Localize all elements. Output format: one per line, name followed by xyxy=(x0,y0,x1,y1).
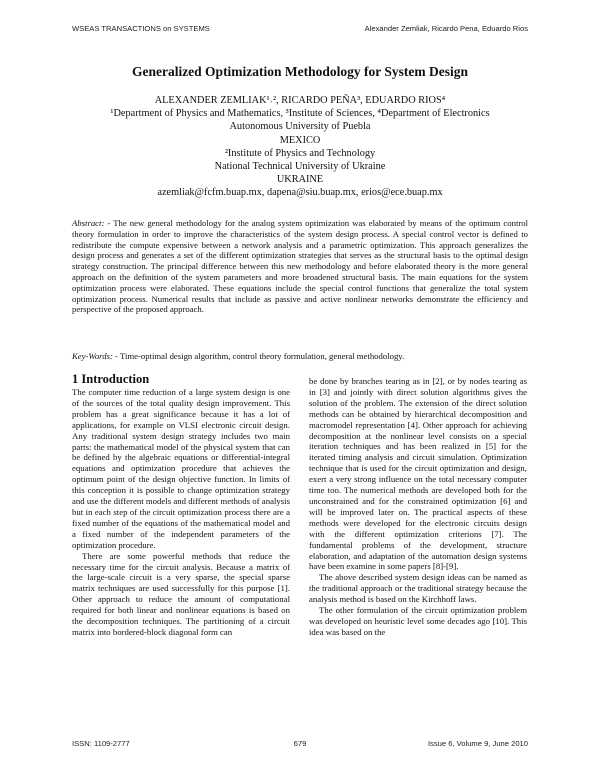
author-emails: azemliak@fcfm.buap.mx, dapena@siu.buap.mx, erios@ece.buap.mx xyxy=(157,187,443,199)
running-header-journal: WSEAS TRANSACTIONS on SYSTEMS xyxy=(72,24,210,33)
footer-issn: ISSN: 1109-2777 xyxy=(72,739,130,748)
affiliation-university-2: National Technical University of Ukraine xyxy=(214,161,386,173)
keywords-label: Key-Words: - xyxy=(72,351,118,361)
affiliation-country-1: MEXICO xyxy=(279,134,321,146)
body-column-right xyxy=(309,376,527,638)
abstract-text: The new general methodology for the analog system optimization was elaborated by means of the optimum control theory formulation in order to improve the characteristics of the system design process. A special control vector is defined to redistribute the compute expensive between a network analysis and a parametric optimization. This approach generalizes the design process and generates a set of the different optimization strategies that serves as the structural basis to the optimal design strategy construction. The principal difference between this new methodology and before elaborated theory is the more general approach on the definition of the system parameters and more broadened structural basis. The main equations for the system optimization process were elaborated. These equations include the special control functions that generalize the total system optimization process. Numerical results that include as passive and active nonlinear networks demonstrate the efficiency and perspective of the proposed approach. xyxy=(72,218,529,315)
paragraph: be done by branches tearing as in [2], or by nodes tearing as in [3] and jointly with direct solution algorithms gives the solution of the problem. The extension of the direct solution methods can be obtained by hierarchical decomposition and macromodel representation [4]. Other approach for achieving decomposition at the nonlinear level consists on a special iteration techniques and has been realized in [5] for the iterated timing analysis and circuit simulation. Optimization technique that is used for the circuit optimization and design, exert a very strong influence on the total necessary computer time too. The numerical methods are developed both for the unconstrained and for the constrained optimization [6] and will be improved later on. The practical aspects of these methods were developed for the electronic circuits design with the different optimization criterions [7]. The fundamental problems of the development, structure elaboration, and adaptation of the automation design systems have been examine in some papers [8]-[9]. xyxy=(309,376,527,572)
affiliation-departments: ¹Department of Physics and Mathematics, ³Institute of Sciences, ⁴Department of Electronics xyxy=(110,108,490,120)
footer-issue: Issue 6, Volume 9, June 2010 xyxy=(427,739,528,748)
abstract xyxy=(72,218,528,315)
paragraph: There are some powerful methods that reduce the necessary time for the circuit analysis. Because a matrix of the large-scale circuit is a very sparse, the special sparse matrix techniques are used successfully for this purpose [1]. Other approach to reduce the amount of computational required for both linear and nonlinear equations is based on the decomposition techniques. The partitioning of a circuit matrix into bordered-block diagonal form can xyxy=(72,550,290,637)
paragraph: The above described system design ideas can be named as the traditional approach or the traditional strategy because the analysis method is based on the Kirchhoff laws. xyxy=(309,572,527,605)
affiliation-institute: ²Institute of Physics and Technology xyxy=(224,147,376,159)
affiliation-country-2: UKRAINE xyxy=(276,174,324,186)
author-names: ALEXANDER ZEMLIAK¹˒², RICARDO PEÑA³, EDUARDO RIOS⁴ xyxy=(154,95,446,106)
running-header-authors: Alexander Zemliak, Ricardo Pena, Eduardo Rios xyxy=(364,24,528,33)
keywords xyxy=(72,351,528,362)
abstract-label: Abstract: - xyxy=(72,218,111,228)
paragraph: The computer time reduction of a large system design is one of the sources of the total quality design improvement. This problem has a great significance because it has a lot of applications, for example on VLSI electronic circuit design. Any traditional system design strategy includes two main parts: the mathematical model of the physical system that can be defined by the algebraic equations or differential-integral equations and optimization procedure that achieves the optimum point of the design objective function. In limits of this conception it is possible to change optimization strategy and use the different models and different methods of analysis but in each step of the circuit optimization process there are a fixed number of the equations of the mathematical model and a fixed number of the independent parameters of the optimization procedure. xyxy=(72,387,290,550)
paragraph: The other formulation of the circuit optimization problem was developed on heuristic level some decades ago [10]. This idea was based on the xyxy=(309,605,527,637)
keywords-text: Time-optimal design algorithm, control theory formulation, general methodology. xyxy=(119,351,405,361)
body-column-left xyxy=(72,387,290,638)
paper-title: Generalized Optimization Methodology for System Design xyxy=(131,64,469,79)
author-block xyxy=(0,94,600,200)
section-heading-introduction: 1 Introduction xyxy=(72,372,150,386)
affiliation-university: Autonomous University of Puebla xyxy=(229,121,371,133)
footer-page-number: 679 xyxy=(293,739,307,748)
